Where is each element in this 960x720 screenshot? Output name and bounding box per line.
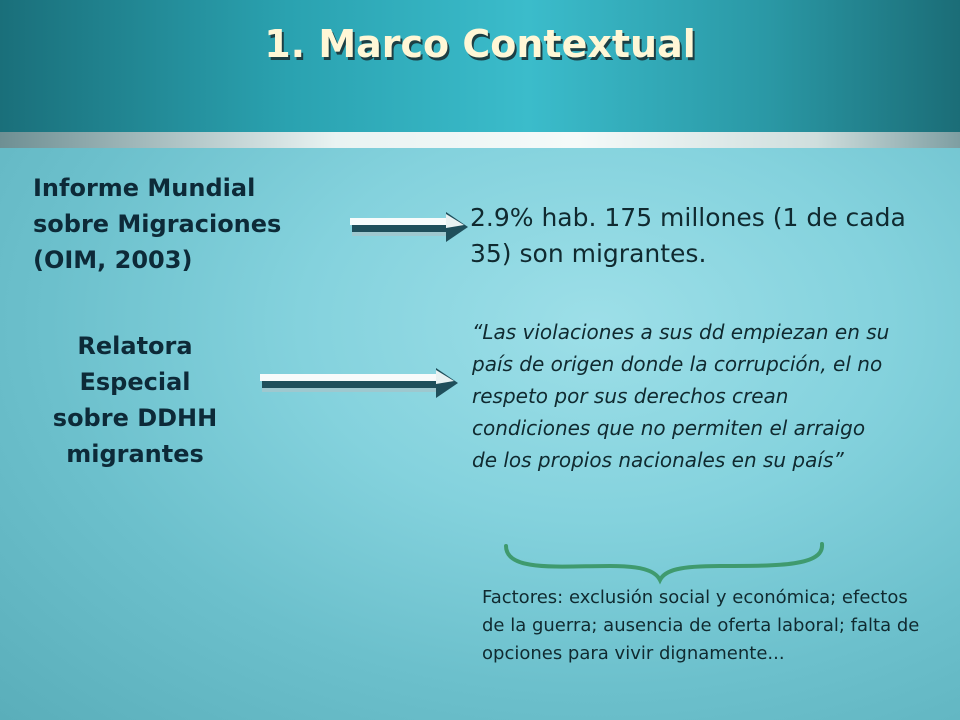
arrow-right-icon [260, 368, 458, 398]
factors-text: Factores: exclusión social y económica; efectos de la guerra; ausencia de oferta laboral; falta de opciones para vivir dignamente... [482, 587, 920, 664]
migration-statistic: 2.9% hab. 175 millones (1 de cada 35) son migrantes. [470, 203, 906, 268]
slide-title: 1. Marco Contextual [264, 22, 696, 66]
relatora-quote: “Las violaciones a sus dd empiezan en su país de origen donde la corrupción, el no respeto por sus derechos crean condiciones que no permiten el arraigo de los propios nacionales en su país” [472, 320, 890, 472]
source-relatora-label: Relatora Especial sobre DDHH migrantes [52, 332, 218, 468]
source-oim-label: Informe Mundial sobre Migraciones (OIM, 2003) [33, 174, 282, 274]
curly-brace-icon [506, 544, 822, 580]
arrow-right-icon [350, 212, 468, 242]
